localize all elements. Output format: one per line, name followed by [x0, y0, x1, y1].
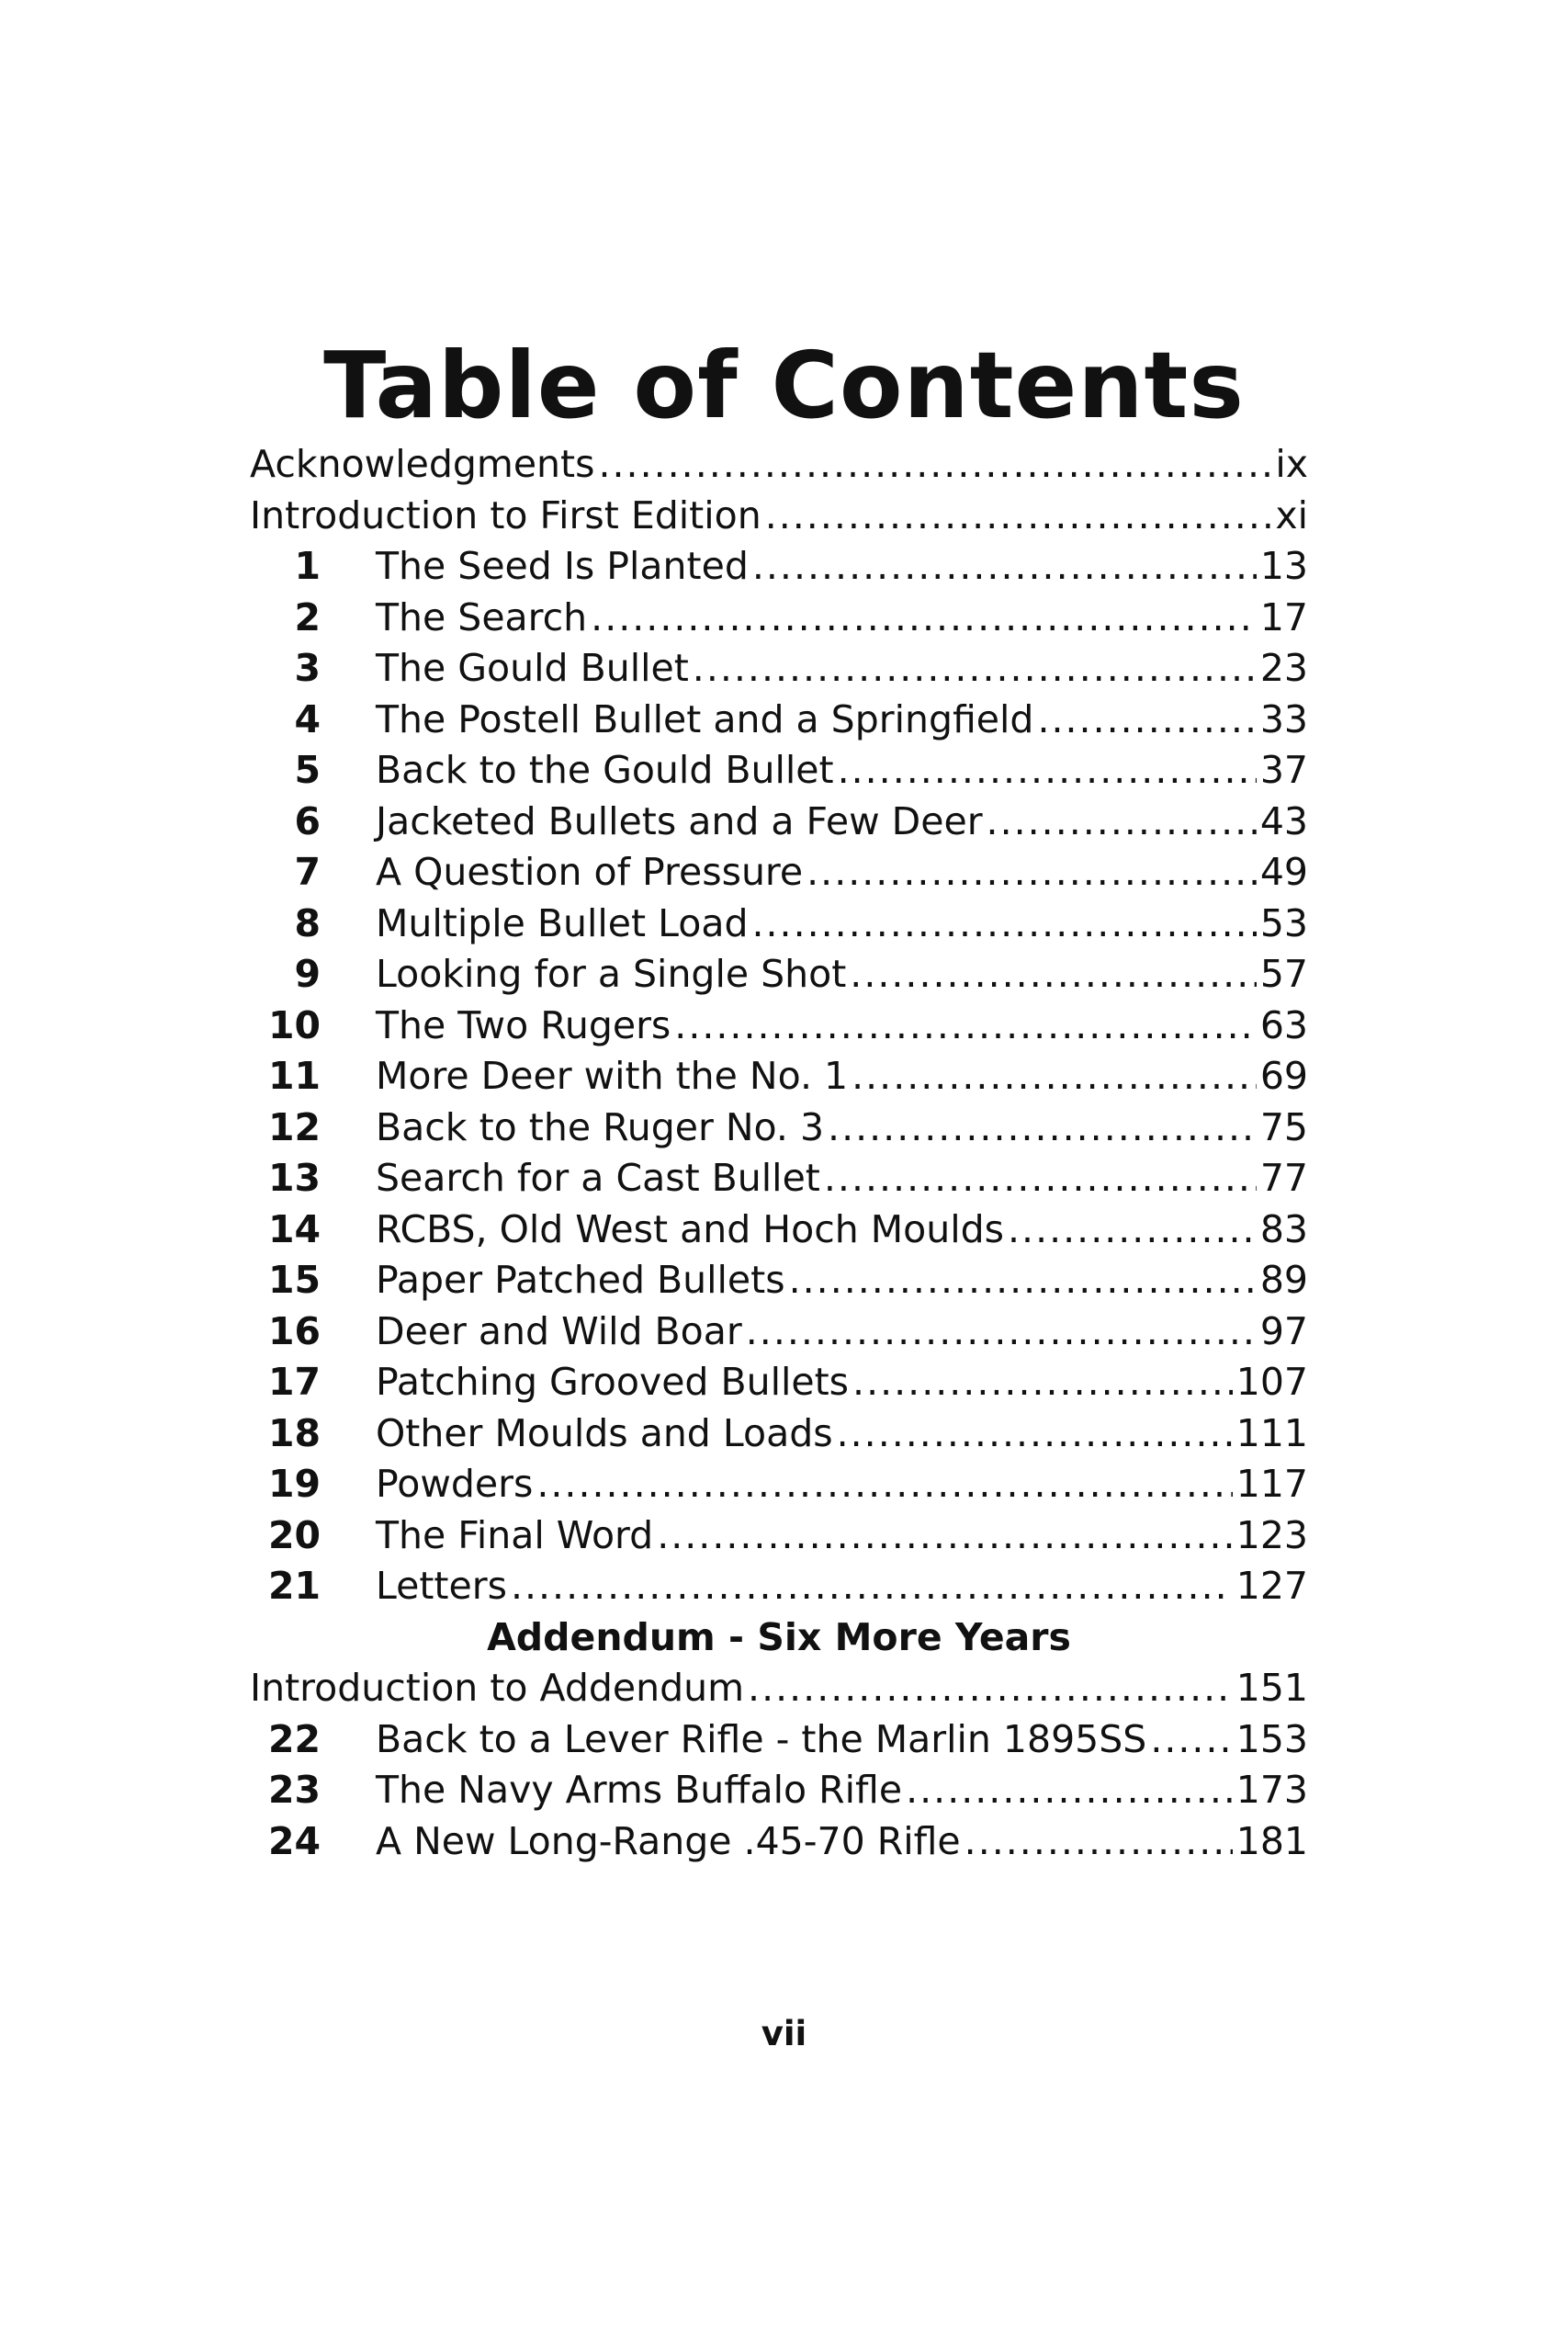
- dot-leader: [765, 491, 1272, 542]
- toc-chapter-23: [250, 1765, 1308, 1816]
- toc-chapter-21: [250, 1561, 1308, 1612]
- chapter-number: 14: [267, 1206, 321, 1251]
- toc-entry-label: Acknowledgments: [250, 442, 595, 486]
- toc-chapter-9: [250, 949, 1308, 1001]
- chapter-page: 69: [1259, 1054, 1308, 1098]
- dot-leader: [852, 1357, 1233, 1408]
- dot-leader: [751, 899, 1256, 950]
- chapter-number: 23: [267, 1768, 321, 1812]
- chapter-number: 19: [267, 1462, 321, 1506]
- dot-leader: [964, 1816, 1233, 1868]
- dot-leader: [591, 593, 1257, 644]
- chapter-number: 13: [267, 1156, 321, 1200]
- chapter-title: The Two Rugers: [376, 1002, 671, 1047]
- chapter-title: The Navy Arms Buffalo Rifle: [376, 1768, 903, 1812]
- chapter-title: A New Long-Range .45-70 Rifle: [376, 1818, 961, 1863]
- chapter-page: 123: [1235, 1512, 1308, 1557]
- toc-chapter-20: [250, 1510, 1308, 1562]
- toc-chapter-7: [250, 847, 1308, 899]
- toc-chapter-18: [250, 1408, 1308, 1460]
- chapter-number: 1: [294, 544, 321, 588]
- dot-leader: [828, 1102, 1257, 1154]
- chapter-title: Back to the Gould Bullet: [376, 748, 834, 792]
- chapter-number: 6: [294, 798, 321, 843]
- chapter-page: 57: [1259, 952, 1308, 996]
- chapter-number: 17: [267, 1360, 321, 1404]
- chapter-number: 21: [267, 1564, 321, 1608]
- chapter-number: 5: [294, 748, 321, 792]
- chapter-title: Paper Patched Bullets: [376, 1258, 785, 1302]
- chapter-title: Letters: [376, 1564, 507, 1608]
- toc-chapter-17: [250, 1357, 1308, 1408]
- chapter-number: 10: [267, 1002, 321, 1047]
- dot-leader: [852, 1051, 1257, 1102]
- dot-leader: [536, 1459, 1232, 1510]
- dot-leader: [824, 1153, 1257, 1204]
- chapter-page: 117: [1235, 1462, 1308, 1506]
- dot-leader: [987, 797, 1257, 848]
- chapter-page: 43: [1259, 798, 1308, 843]
- chapter-number: 7: [294, 850, 321, 894]
- dot-leader: [674, 1001, 1257, 1052]
- chapter-title: RCBS, Old West and Hoch Moulds: [376, 1206, 1004, 1251]
- chapter-page: 127: [1235, 1564, 1308, 1608]
- chapter-page: 173: [1235, 1768, 1308, 1812]
- dot-leader: [657, 1510, 1233, 1562]
- chapter-title: Search for a Cast Bullet: [376, 1156, 820, 1200]
- toc-chapter-2: [250, 593, 1308, 644]
- chapter-number: 2: [294, 594, 321, 639]
- chapter-page: 153: [1235, 1716, 1308, 1761]
- page-title: Table of Contents: [323, 332, 1245, 439]
- dot-leader: [838, 745, 1257, 797]
- chapter-number: 16: [267, 1308, 321, 1353]
- chapter-title: The Gould Bullet: [376, 646, 689, 690]
- dot-leader: [906, 1765, 1233, 1816]
- chapter-page: 97: [1259, 1308, 1308, 1353]
- chapter-number: 3: [294, 646, 321, 690]
- toc-chapter-14: [250, 1204, 1308, 1256]
- toc-entry-acknowledgments: [250, 439, 1308, 491]
- chapter-number: 18: [267, 1410, 321, 1455]
- toc-chapter-24: [250, 1816, 1308, 1868]
- chapter-page: 75: [1259, 1104, 1308, 1149]
- chapter-number: 20: [267, 1512, 321, 1557]
- toc-entry-introduction-addendum: [250, 1663, 1308, 1714]
- toc-chapter-19: [250, 1459, 1308, 1510]
- toc-entry-label: Introduction to Addendum: [250, 1666, 745, 1710]
- chapter-title: Back to the Ruger No. 3: [376, 1104, 825, 1149]
- table-of-contents: [250, 439, 1308, 1867]
- chapter-page: 37: [1259, 748, 1308, 792]
- chapter-page: 49: [1259, 850, 1308, 894]
- chapter-title: Multiple Bullet Load: [376, 900, 749, 945]
- dot-leader: [850, 949, 1257, 1001]
- chapter-page: 83: [1259, 1206, 1308, 1251]
- toc-entry-introduction-first-edition: [250, 491, 1308, 542]
- dot-leader: [837, 1408, 1233, 1460]
- chapter-title: Powders: [376, 1462, 534, 1506]
- chapter-number: 22: [267, 1716, 321, 1761]
- dot-leader: [748, 1663, 1233, 1714]
- chapter-number: 12: [267, 1104, 321, 1149]
- dot-leader: [807, 847, 1257, 899]
- chapter-number: 9: [294, 952, 321, 996]
- chapter-title: Jacketed Bullets and a Few Deer: [376, 798, 983, 843]
- chapter-page: 63: [1259, 1002, 1308, 1047]
- chapter-title: Other Moulds and Loads: [376, 1410, 833, 1455]
- chapter-title: Back to a Lever Rifle - the Marlin 1895SS: [376, 1716, 1147, 1761]
- chapter-page: 23: [1259, 646, 1308, 690]
- dot-leader: [789, 1255, 1257, 1306]
- chapter-page: 33: [1259, 696, 1308, 741]
- chapter-number: 24: [267, 1818, 321, 1863]
- dot-leader: [1037, 695, 1256, 746]
- toc-chapter-5: [250, 745, 1308, 797]
- toc-entry-page: ix: [1275, 442, 1308, 486]
- chapter-page: 89: [1259, 1258, 1308, 1302]
- chapter-title: The Final Word: [376, 1512, 654, 1557]
- chapter-title: The Postell Bullet and a Springfield: [376, 696, 1034, 741]
- toc-entry-page: 151: [1235, 1666, 1308, 1710]
- toc-chapter-3: [250, 643, 1308, 695]
- chapter-page: 77: [1259, 1156, 1308, 1200]
- toc-chapter-15: [250, 1255, 1308, 1306]
- chapter-title: The Search: [376, 594, 588, 639]
- chapter-number: 15: [267, 1258, 321, 1302]
- addendum-header: Addendum - Six More Years: [487, 1614, 1071, 1659]
- dot-leader: [693, 643, 1257, 695]
- toc-chapter-4: [250, 695, 1308, 746]
- toc-chapter-22: [250, 1714, 1308, 1766]
- chapter-number: 8: [294, 900, 321, 945]
- toc-chapter-10: [250, 1001, 1308, 1052]
- toc-chapter-8: [250, 899, 1308, 950]
- toc-entry-label: Introduction to First Edition: [250, 492, 761, 537]
- toc-entry-page: xi: [1275, 492, 1308, 537]
- chapter-page: 107: [1235, 1360, 1308, 1404]
- dot-leader: [1008, 1204, 1257, 1256]
- toc-chapter-6: [250, 797, 1308, 848]
- dot-leader: [1150, 1714, 1232, 1766]
- chapter-title: Patching Grooved Bullets: [376, 1360, 850, 1404]
- chapter-title: Looking for a Single Shot: [376, 952, 847, 996]
- chapter-title: The Seed Is Planted: [376, 544, 749, 588]
- chapter-page: 53: [1259, 900, 1308, 945]
- chapter-title: More Deer with the No. 1: [376, 1054, 849, 1098]
- toc-chapter-12: [250, 1102, 1308, 1154]
- chapter-title: A Question of Pressure: [376, 850, 804, 894]
- chapter-number: 11: [267, 1054, 321, 1098]
- chapter-page: 17: [1259, 594, 1308, 639]
- toc-chapter-11: [250, 1051, 1308, 1102]
- toc-chapter-13: [250, 1153, 1308, 1204]
- toc-chapter-1: [250, 541, 1308, 593]
- dot-leader: [511, 1561, 1233, 1612]
- dot-leader: [752, 541, 1257, 593]
- chapter-page: 181: [1235, 1818, 1308, 1863]
- chapter-page: 13: [1259, 544, 1308, 588]
- chapter-page: 111: [1235, 1410, 1308, 1455]
- chapter-title: Deer and Wild Boar: [376, 1308, 742, 1353]
- page-number: vii: [761, 2014, 807, 2053]
- toc-chapter-16: [250, 1306, 1308, 1358]
- dot-leader: [746, 1306, 1257, 1358]
- dot-leader: [598, 439, 1271, 491]
- chapter-number: 4: [294, 696, 321, 741]
